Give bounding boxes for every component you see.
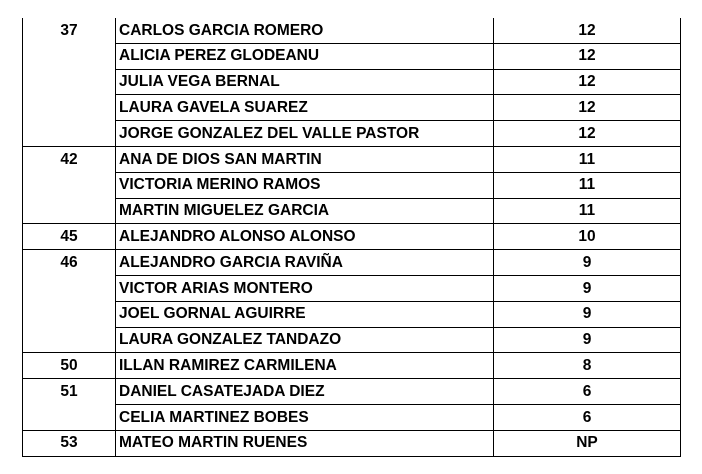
table-row [23,404,681,430]
rank-cell: 53 [23,430,116,456]
table-row [23,198,681,224]
table-row [23,430,681,456]
score-cell: 9 [494,301,681,327]
table-row [23,121,681,147]
name-cell: VICTOR ARIAS MONTERO [116,275,494,301]
name-cell: JORGE GONZALEZ DEL VALLE PASTOR [116,121,494,147]
table-row [23,95,681,121]
score-cell: 12 [494,69,681,95]
table-row [23,69,681,95]
score-cell: 11 [494,198,681,224]
table-row [23,250,681,276]
table-row [23,275,681,301]
rank-cell [23,301,116,327]
results-sheet [22,18,678,457]
score-cell: 9 [494,327,681,353]
table-row [23,379,681,405]
rank-cell: 37 [23,18,116,43]
score-cell: 9 [494,275,681,301]
rank-cell: 45 [23,224,116,250]
table-row [23,301,681,327]
rank-cell [23,198,116,224]
score-cell: 8 [494,353,681,379]
table-row [23,172,681,198]
rank-cell [23,404,116,430]
score-cell: 12 [494,95,681,121]
results-table-body [23,18,681,456]
table-row [23,353,681,379]
rank-cell: 51 [23,379,116,405]
rank-cell [23,43,116,69]
score-cell: 10 [494,224,681,250]
name-cell: ILLAN RAMIREZ CARMILENA [116,353,494,379]
rank-cell [23,95,116,121]
name-cell: JULIA VEGA BERNAL [116,69,494,95]
rank-cell: 42 [23,146,116,172]
score-cell: 6 [494,404,681,430]
name-cell: JOEL GORNAL AGUIRRE [116,301,494,327]
rank-cell: 50 [23,353,116,379]
score-cell: 12 [494,18,681,43]
name-cell: MARTIN MIGUELEZ GARCIA [116,198,494,224]
rank-cell [23,121,116,147]
table-row [23,18,681,43]
table-row [23,224,681,250]
table-row [23,146,681,172]
name-cell: ALEJANDRO ALONSO ALONSO [116,224,494,250]
rank-cell [23,172,116,198]
table-row [23,43,681,69]
score-cell: 12 [494,121,681,147]
score-cell: 6 [494,379,681,405]
name-cell: LAURA GAVELA SUAREZ [116,95,494,121]
rank-cell [23,327,116,353]
name-cell: MATEO MARTIN RUENES [116,430,494,456]
results-table [22,18,681,457]
name-cell: ALEJANDRO GARCIA RAVIÑA [116,250,494,276]
name-cell: CELIA MARTINEZ BOBES [116,404,494,430]
name-cell: CARLOS GARCIA ROMERO [116,18,494,43]
score-cell: 9 [494,250,681,276]
name-cell: DANIEL CASATEJADA DIEZ [116,379,494,405]
rank-cell: 46 [23,250,116,276]
name-cell: VICTORIA MERINO RAMOS [116,172,494,198]
rank-cell [23,275,116,301]
rank-cell [23,69,116,95]
name-cell: ANA DE DIOS SAN MARTIN [116,146,494,172]
score-cell: 12 [494,43,681,69]
table-row [23,327,681,353]
score-cell: NP [494,430,681,456]
score-cell: 11 [494,146,681,172]
score-cell: 11 [494,172,681,198]
name-cell: ALICIA PEREZ GLODEANU [116,43,494,69]
name-cell: LAURA GONZALEZ TANDAZO [116,327,494,353]
